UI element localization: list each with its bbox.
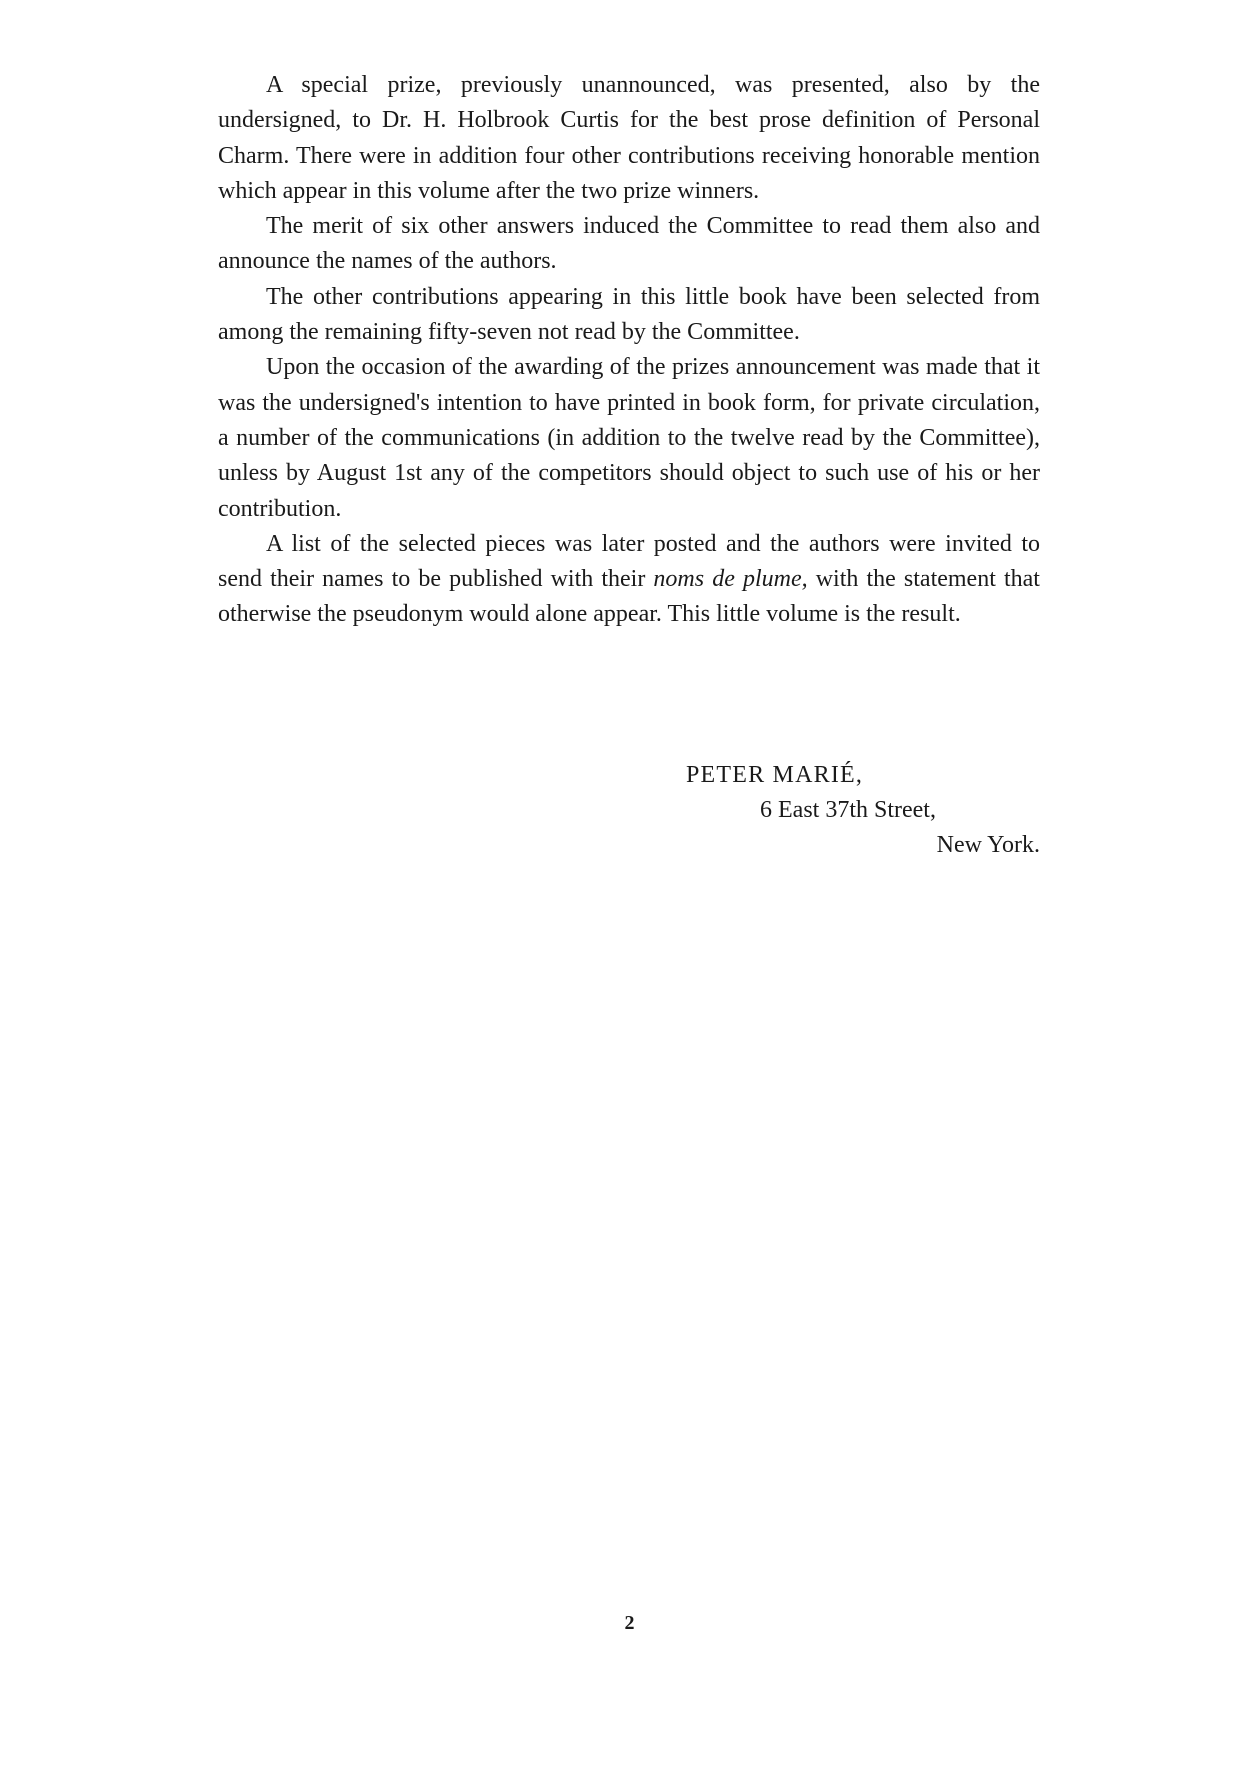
paragraph-list-of-pieces: [218, 527, 1040, 633]
noms-de-plume-italic: noms de plume,: [653, 566, 808, 593]
paragraph-other-contributions: The other contributions appearing in this little book have been selected from among the remaining fifty-seven not read by the Committee.: [218, 283, 1040, 346]
paragraph-merit: The merit of six other answers induced the Committee to read them also and announce the names of the authors.: [218, 213, 1040, 275]
signature-address-city: New York.: [936, 832, 1040, 858]
paragraph-list-text-after: with the statement that otherwise the pseudonym would alone appear. This little volume is the result.: [218, 566, 1040, 628]
page-number: 2: [624, 1612, 635, 1634]
body-text: [218, 68, 1040, 633]
paragraph-announcement: Upon the occasion of the awarding of the prizes announcement was made that it was the undersigned's intention to have printed in book form, for private circulation, a number of the communications (in addition to the twelve read by the Committee), unless by August 1st any of the competitors should object to such use of his or her contribution.: [218, 354, 1040, 522]
paragraph-special-prize: A special prize, previously unannounced, was presented, also by the undersigned, to Dr. H. Holbrook Curtis for the best prose definition of Personal Charm. There were in addition four other contributions receiving honorable mention which appear in this volume after the two prize winners.: [218, 72, 1040, 204]
paragraph-list-text-before: A list of the selected pieces was later posted and the authors were invited to send their names to be published with their: [218, 530, 1040, 593]
signature-name: PETER MARIÉ,: [686, 762, 864, 788]
signature-address-street: 6 East 37th Street,: [760, 797, 936, 823]
